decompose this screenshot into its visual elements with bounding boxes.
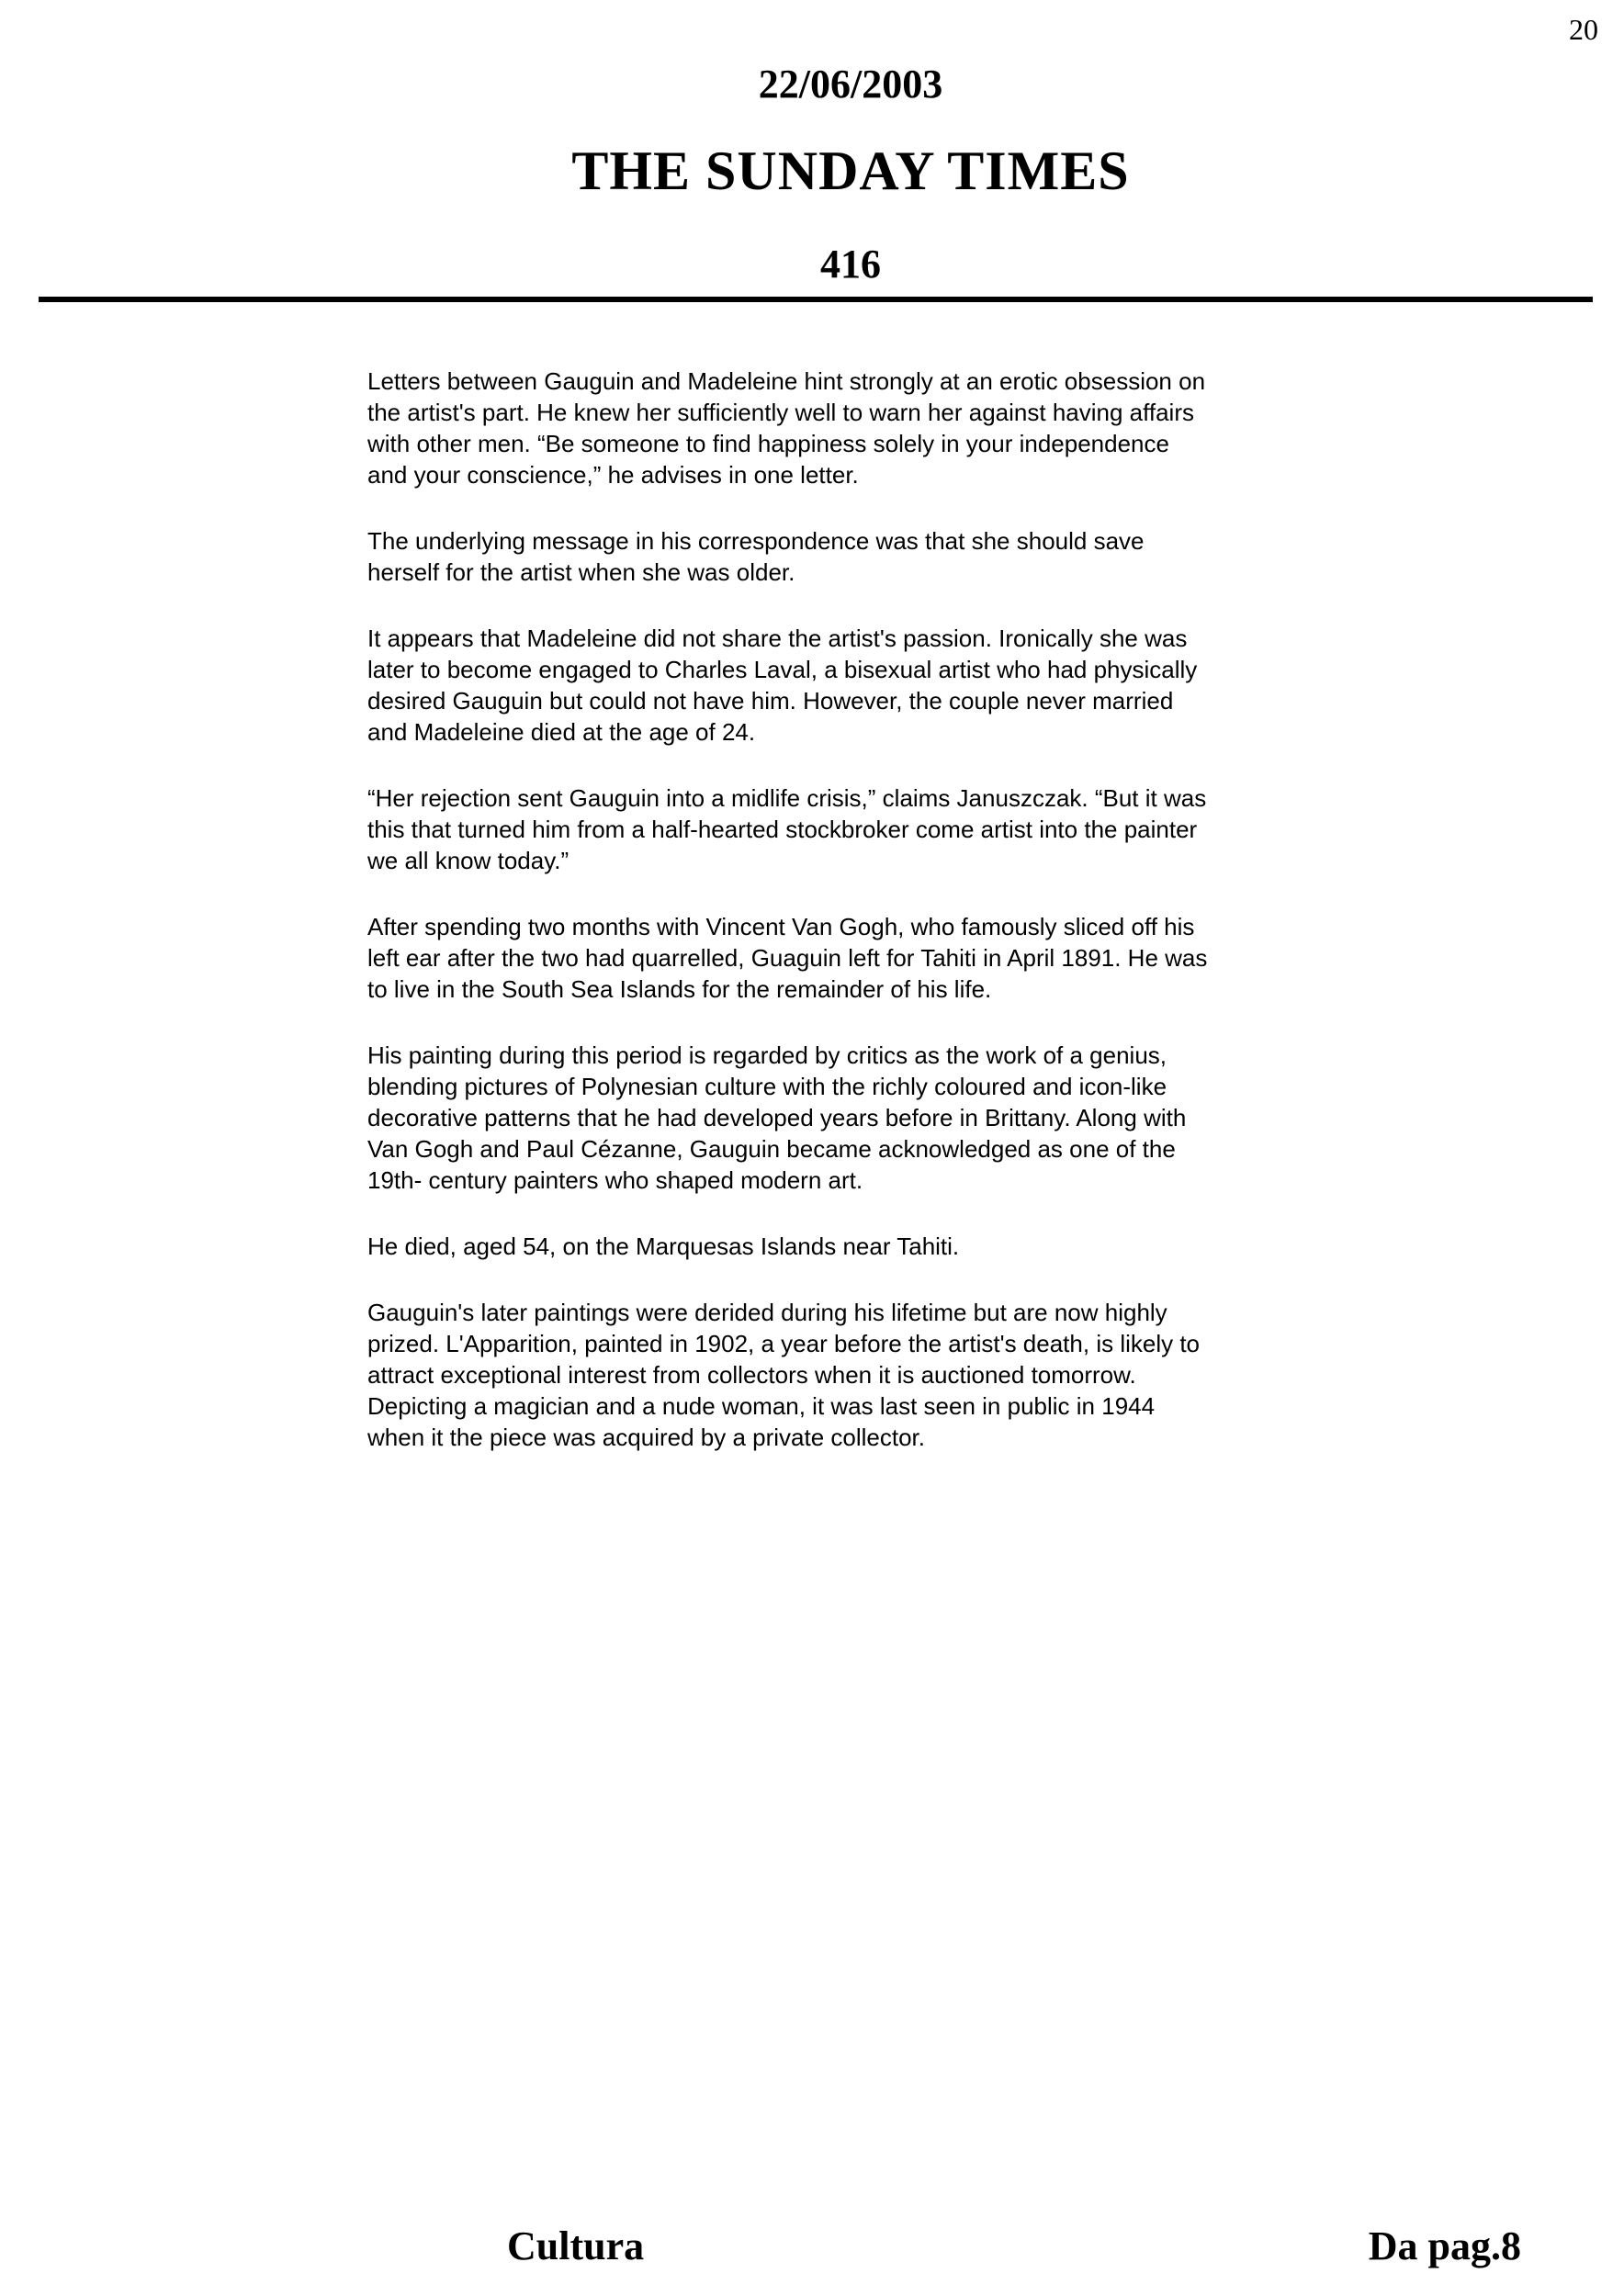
continued-from-label: Da pag.8 [1368, 2223, 1521, 2268]
article-paragraph: Gauguin's later paintings were derided during his lifetime but are now highly prized. L'Apparition, painted in 1902, a year before the artist's death, is likely to attract exceptional interest from collectors when it is auctioned tomorrow. Depicting a magician and a nude woman, it was last seen in public in 1944 when it the piece was acquired by a private collector. [367, 1299, 1201, 1451]
article-paragraph: It appears that Madeleine did not share the artist's passion. Ironically she was later to become engaged to Charles Laval, a bisexual artist who had physically desired Gauguin but could not have him. However, the couple never married and Madeleine died at the age of 24. [367, 625, 1198, 746]
article-body [367, 366, 1212, 1488]
article-paragraph: “Her rejection sent Gauguin into a midlife crisis,” claims Januszczak. “But it was this that turned him from a half-hearted stockbroker come artist into the painter we all know today.” [367, 784, 1207, 874]
publication-date: 22/06/2003 [758, 62, 943, 107]
article-paragraph: The underlying message in his correspondence was that she should save herself for the artist when she was older. [367, 527, 1145, 586]
publication-masthead: THE SUNDAY TIMES [571, 141, 1130, 201]
page-number: 20 [1569, 13, 1598, 46]
article-paragraph: After spending two months with Vincent Van Gogh, who famously sliced off his left ear after the two had quarrelled, Guaguin left for Tahiti in April 1891. He was to live in the South Sea Islands for the remainder of his life. [367, 913, 1208, 1003]
header-divider [39, 297, 1593, 302]
article-paragraph: He died, aged 54, on the Marquesas Islands near Tahiti. [367, 1232, 960, 1260]
section-label: Cultura [507, 2223, 645, 2268]
article-paragraph: Letters between Gauguin and Madeleine hint strongly at an erotic obsession on the artist's part. He knew her sufficiently well to warn her against having affairs with other men. “Be someone to find happiness solely in your independence and your conscience,” he advises in one letter. [367, 367, 1206, 489]
article-paragraph: His painting during this period is regarded by critics as the work of a genius, blending pictures of Polynesian culture with the richly coloured and icon-like decorative patterns that he had developed years before in Brittany. Along with Van Gogh and Paul Cézanne, Gauguin became acknowledged as one of the 19th- century painters who shaped modern art. [367, 1041, 1187, 1194]
issue-number: 416 [820, 242, 881, 287]
